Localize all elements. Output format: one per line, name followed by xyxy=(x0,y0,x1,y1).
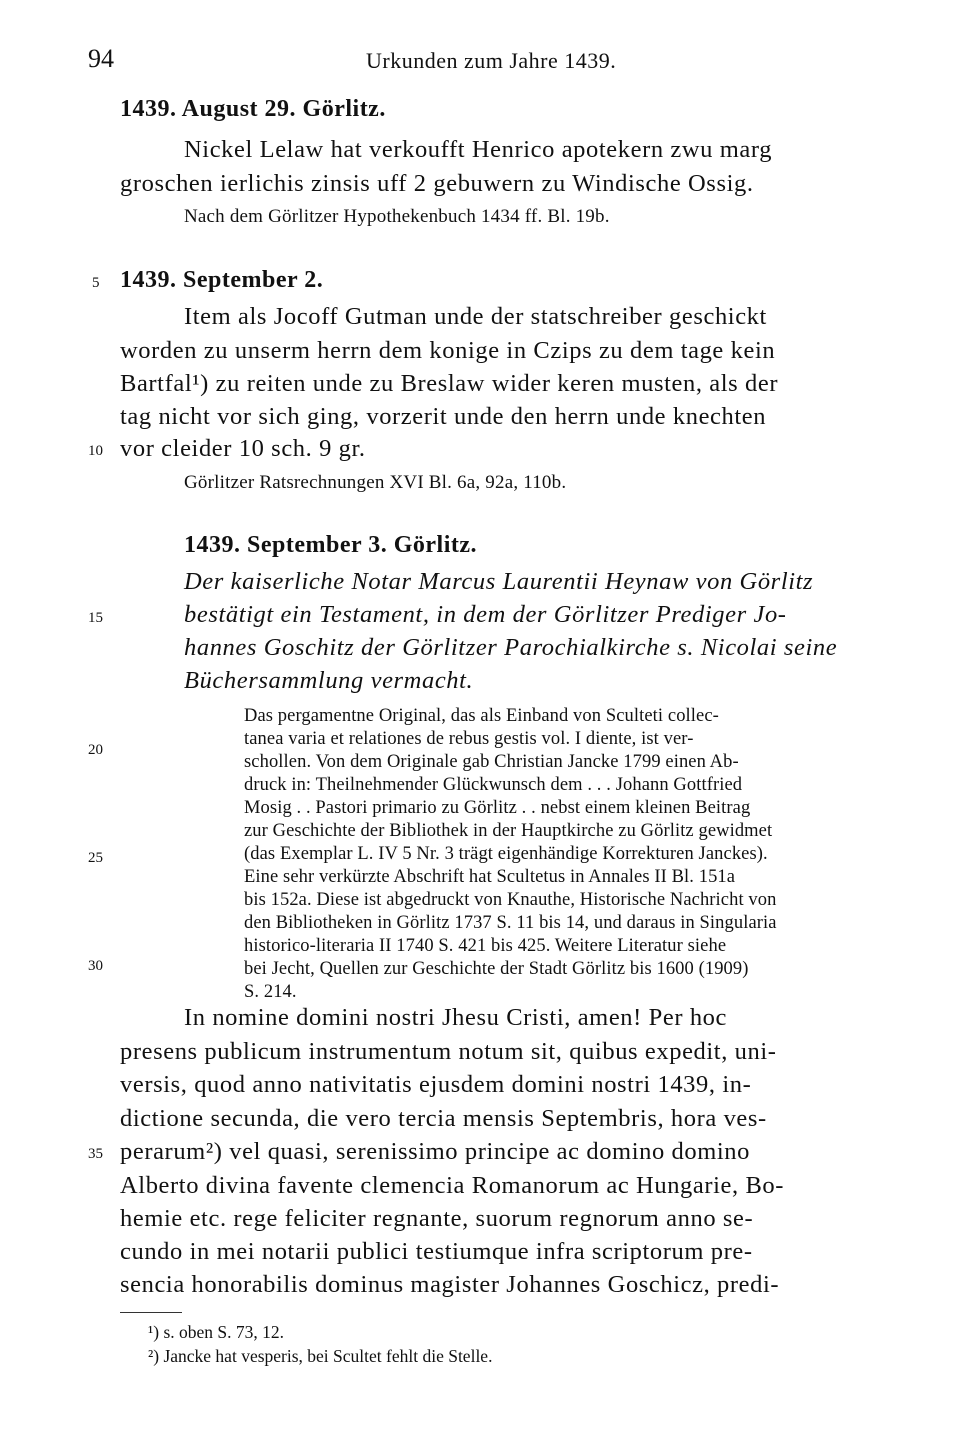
text-line: worden zu unserm herrn dem konige in Czips zu dem tage kein xyxy=(120,337,776,364)
doc-heading: 1439. September 2. xyxy=(120,267,324,293)
text-line: In nomine domini nostri Jhesu Cristi, amen! Per hoc xyxy=(184,1004,727,1031)
text-line: cundo in mei notarii publici testiumque infra scriptorum pre- xyxy=(120,1238,753,1265)
note-line: S. 214. xyxy=(244,982,297,1002)
text-line: perarum²) vel quasi, serenissimo principe ac domino domino xyxy=(120,1138,751,1165)
line-number: 15 xyxy=(88,610,103,626)
footnote-rule xyxy=(120,1312,182,1313)
doc-heading: 1439. August 29. Görlitz. xyxy=(120,96,386,122)
note-line: (das Exemplar L. IV 5 Nr. 3 trägt eigenhändige Korrekturen Janckes). xyxy=(244,844,768,864)
text-line: presens publicum instrumentum notum sit, quibus expedit, uni- xyxy=(120,1038,777,1065)
note-line: bis 152a. Diese ist abgedruckt von Knauthe, Historische Nachricht von xyxy=(244,890,777,910)
source-line: Görlitzer Ratsrechnungen XVI Bl. 6a, 92a, 110b. xyxy=(184,472,567,493)
note-line: historico-literaria II 1740 S. 421 bis 425. Weitere Literatur siehe xyxy=(244,936,727,956)
text-line: tag nicht vor sich ging, vorzerit unde den herrn unde knechten xyxy=(120,403,767,430)
note-line: bei Jecht, Quellen zur Geschichte der Stadt Görlitz bis 1600 (1909) xyxy=(244,959,749,979)
page-number: 94 xyxy=(88,44,114,73)
text-line: dictione secunda, die vero tercia mensis Septembris, hora ves- xyxy=(120,1105,767,1132)
regest-line: Büchersammlung vermacht. xyxy=(184,667,474,694)
text-line: hemie etc. rege feliciter regnante, suorum regnorum anno se- xyxy=(120,1205,754,1232)
note-line: Mosig . . Pastori primario zu Görlitz . . nebst einem kleinen Beitrag xyxy=(244,798,751,818)
footnote: ¹) s. oben S. 73, 12. xyxy=(148,1322,285,1342)
text-line: Nickel Lelaw hat verkoufft Henrico apotekern zwu marg xyxy=(184,136,773,163)
source-line: Nach dem Görlitzer Hypothekenbuch 1434 ff. Bl. 19b. xyxy=(184,206,610,227)
running-head: Urkunden zum Jahre 1439. xyxy=(366,48,617,73)
line-number: 10 xyxy=(88,443,103,459)
line-number: 25 xyxy=(88,850,103,866)
text-line: Alberto divina favente clemencia Romanorum ac Hungarie, Bo- xyxy=(120,1172,785,1199)
note-line: Eine sehr verkürzte Abschrift hat Scultetus in Annales II Bl. 151a xyxy=(244,867,736,887)
text-line: versis, quod anno nativitatis ejusdem domini nostri 1439, in- xyxy=(120,1071,752,1098)
doc-heading: 1439. September 3. Görlitz. xyxy=(184,532,478,558)
note-line: druck in: Theilnehmender Glückwunsch dem . . . Johann Gottfried xyxy=(244,775,743,795)
line-number: 35 xyxy=(88,1146,103,1162)
note-line: schollen. Von dem Originale gab Christian Jancke 1799 einen Ab- xyxy=(244,752,739,772)
text-line: Bartfal¹) zu reiten unde zu Breslaw wider keren musten, als der xyxy=(120,370,779,397)
text-line: Item als Jocoff Gutman unde der statschreiber geschickt xyxy=(184,303,767,330)
footnote: ²) Jancke hat vesperis, bei Scultet fehlt die Stelle. xyxy=(148,1346,493,1366)
line-number: 20 xyxy=(88,742,103,758)
text-line: groschen ierlichis zinsis uff 2 gebuwern zu Windische Ossig. xyxy=(120,170,754,197)
regest-line: bestätigt ein Testament, in dem der Görlitzer Prediger Jo- xyxy=(184,601,787,628)
text-line: sencia honorabilis dominus magister Johannes Goschicz, predi- xyxy=(120,1271,780,1298)
note-line: den Bibliotheken in Görlitz 1737 S. 11 bis 14, und daraus in Singularia xyxy=(244,913,777,933)
note-line: zur Geschichte der Bibliothek in der Hauptkirche zu Görlitz gewidmet xyxy=(244,821,773,841)
note-line: Das pergamentne Original, das als Einband von Sculteti collec- xyxy=(244,706,719,726)
regest-line: Der kaiserliche Notar Marcus Laurentii Heynaw von Görlitz xyxy=(184,568,814,595)
text-line: vor cleider 10 sch. 9 gr. xyxy=(120,435,366,462)
line-number: 30 xyxy=(88,958,103,974)
line-number: 5 xyxy=(92,275,100,291)
note-line: tanea varia et relationes de rebus gestis vol. I diente, ist ver- xyxy=(244,729,694,749)
regest-line: hannes Goschitz der Görlitzer Parochialkirche s. Nicolai seine xyxy=(184,634,838,661)
